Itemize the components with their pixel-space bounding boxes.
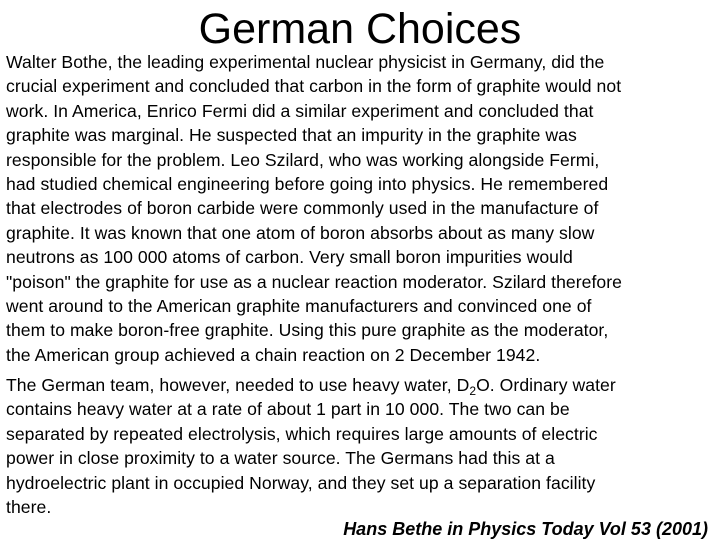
paragraph-line: power in close proximity to a water source. The Germans had this at a xyxy=(6,448,555,469)
paragraph-line: responsible for the problem. Leo Szilard, who was working alongside Fermi, xyxy=(6,149,600,170)
paragraph-line: "poison" the graphite for use as a nuclear reaction moderator. Szilard therefore xyxy=(6,271,622,292)
paragraph-line: Walter Bothe, the leading experimental nuclear physicist in Germany, did the xyxy=(6,52,605,72)
paragraph-line: contains heavy water at a rate of about 1 part in 10 000. The two can be xyxy=(6,399,570,420)
paragraph-line: crucial experiment and concluded that carbon in the form of graphite would not xyxy=(6,76,622,97)
paragraph-line: that electrodes of boron carbide were commonly used in the manufacture of xyxy=(6,198,599,219)
slide-title: German Choices xyxy=(198,5,522,53)
paragraph-line: the American group achieved a chain reaction on 2 December 1942. xyxy=(6,344,541,365)
paragraph-line: graphite was marginal. He suspected that an impurity in the graphite was xyxy=(6,125,577,146)
paragraph-line: separated by repeated electrolysis, which requires large amounts of electric xyxy=(6,423,598,444)
paragraph-line: them to make boron-free graphite. Using this pure graphite as the moderator, xyxy=(6,320,609,341)
heavy-water-text-before: The German team, however, needed to use heavy water, D xyxy=(6,375,470,395)
paragraph-line xyxy=(6,373,712,397)
paragraph-line: went around to the American graphite manufacturers and convinced one of xyxy=(6,296,592,317)
paragraph-line: hydroelectric plant in occupied Norway, and they set up a separation facility xyxy=(6,472,596,493)
paragraph-bothe-fermi xyxy=(6,50,712,367)
paragraph-line: there. xyxy=(6,497,52,518)
paragraph-line: neutrons as 100 000 atoms of carbon. Very small boron impurities would xyxy=(6,247,573,268)
paragraph-line: work. In America, Enrico Fermi did a similar experiment and concluded that xyxy=(6,100,594,121)
paragraph-heavy-water xyxy=(6,373,712,519)
heavy-water-text-after: O. Ordinary water xyxy=(476,375,616,395)
paragraph-line: graphite. It was known that one atom of boron absorbs about as many slow xyxy=(6,222,595,243)
subscript-2: 2 xyxy=(469,384,477,398)
paragraph-line: had studied chemical engineering before going into physics. He remembered xyxy=(6,174,609,195)
citation: Hans Bethe in Physics Today Vol 53 (2001) xyxy=(343,519,708,539)
